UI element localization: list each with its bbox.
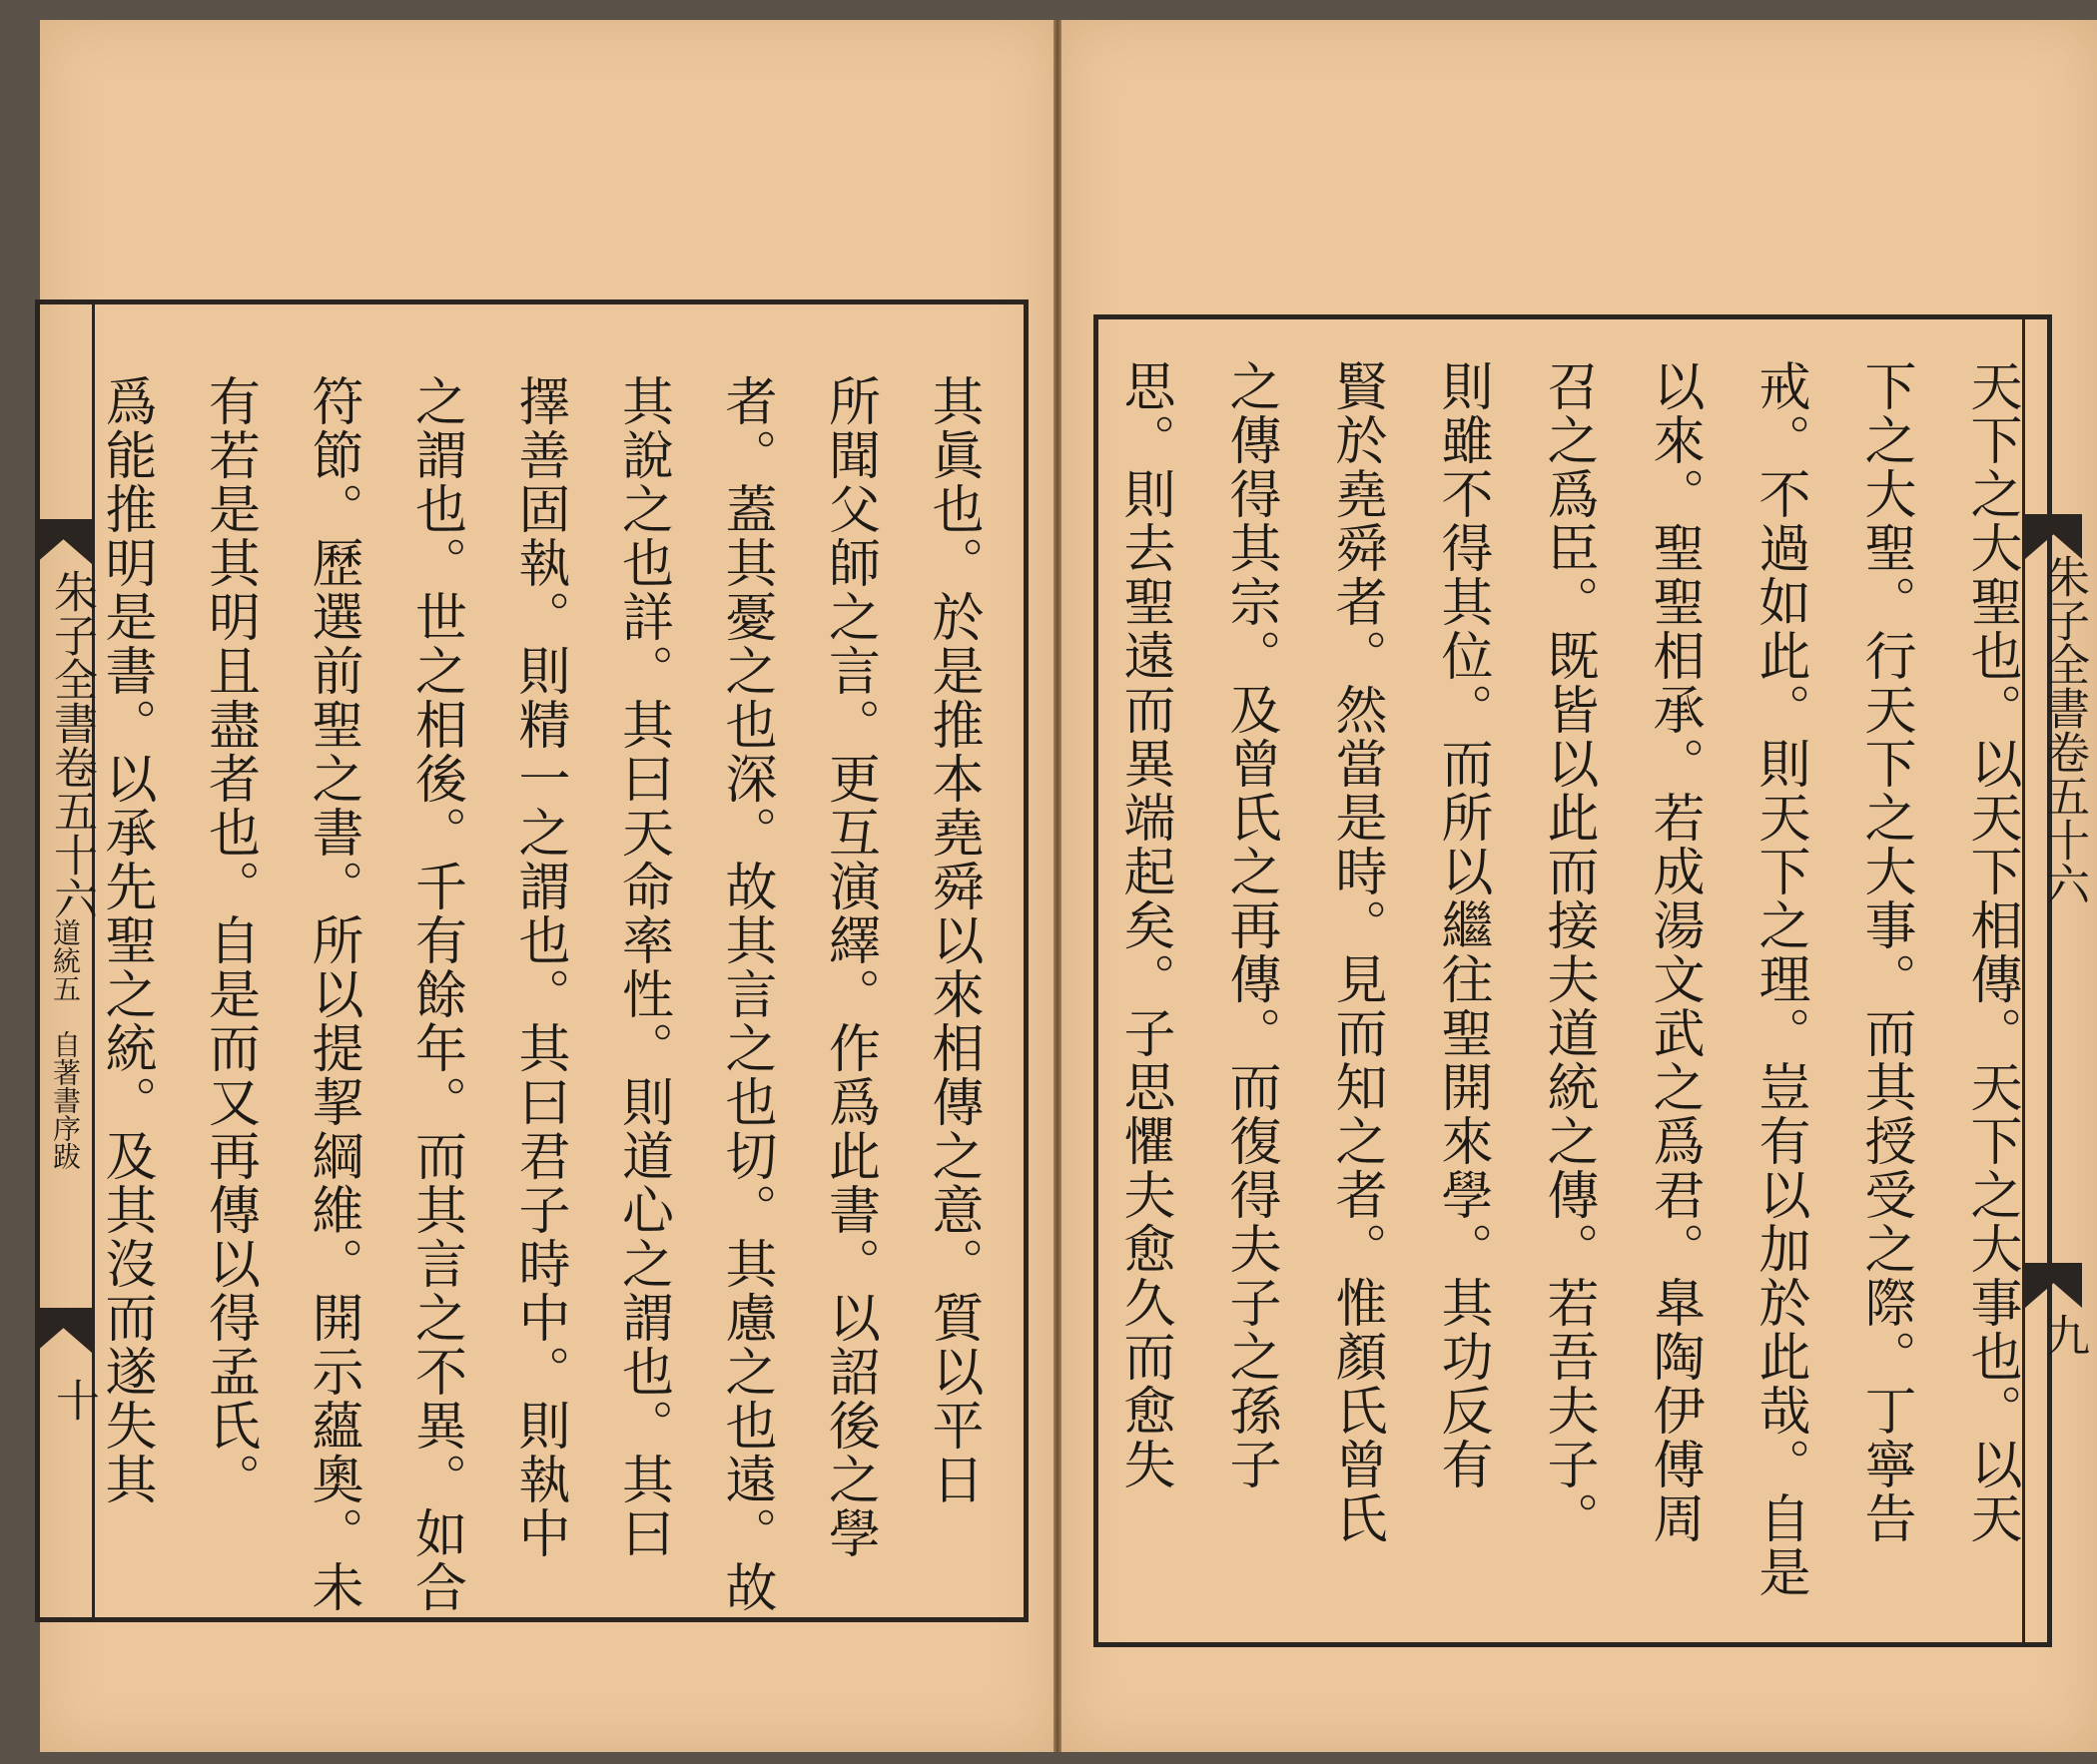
text-column: 之謂也。世之相後。千有餘年。而其言之不異。如合 xyxy=(405,374,466,1614)
left-section-label: 道統五 自著書序跋 xyxy=(49,918,82,1170)
text-column: 者。蓋其憂之也深。故其言之也切。其慮之也遠。故 xyxy=(716,374,776,1614)
text-column: 思。則去聖遠而異端起矣。子思懼夫愈久而愈失 xyxy=(1114,359,1174,1491)
right-fore-edge xyxy=(2022,314,2089,1647)
text-column: 賢於堯舜者。然當是時。見而知之者。惟顏氏曾氏 xyxy=(1326,359,1386,1545)
text-column: 戒。不過如此。則天下之理。豈有以加於此哉。自是 xyxy=(1749,359,1809,1599)
text-column: 其說之也詳。其曰天命率性。則道心之謂也。其曰 xyxy=(612,374,673,1560)
fishtail-bottom-icon xyxy=(2025,1263,2082,1308)
text-column: 之傳得其宗。及曾氏之再傳。而復得夫子之孫子 xyxy=(1220,359,1280,1491)
right-leaf-number: 九 xyxy=(2038,1313,2089,1357)
text-column: 召之爲臣。既皆以此而接夫道統之傳。若吾夫子。 xyxy=(1538,359,1598,1545)
text-column: 爲能推明是書。以承先聖之統。及其沒而遂失其 xyxy=(96,374,156,1506)
text-column: 其眞也。於是推本堯舜以來相傳之意。質以平日 xyxy=(923,374,983,1506)
left-running-title: 朱子全書卷五十六 xyxy=(46,569,97,920)
text-column: 下之大聖。行天下之大事。而其授受之際。丁寧告 xyxy=(1855,359,1915,1545)
text-column: 所聞父師之言。更互演繹。作爲此書。以詔後之學 xyxy=(819,374,880,1560)
book-gutter xyxy=(1053,20,1061,1752)
left-fore-edge xyxy=(35,299,99,1622)
fishtail-top-icon xyxy=(2025,514,2082,559)
right-text-block xyxy=(1114,359,2021,1617)
text-column: 天下之大聖也。以天下相傳。天下之大事也。以天 xyxy=(1961,359,2021,1545)
right-running-title: 朱子全書卷五十六 xyxy=(2038,554,2089,905)
fishtail-top-icon xyxy=(35,519,92,564)
text-column: 以來。聖聖相承。若成湯文武之爲君。臯陶伊傅周 xyxy=(1644,359,1704,1545)
text-column: 符節。歷選前聖之書。所以提挈綱維。開示蘊奧。未 xyxy=(303,374,362,1614)
fishtail-bottom-icon xyxy=(35,1308,92,1353)
left-text-block xyxy=(96,374,983,1614)
text-column: 有若是其明且盡者也。自是而又再傳以得孟氏。 xyxy=(199,374,260,1506)
text-column: 則雖不得其位。而所以繼往聖開來學。其功反有 xyxy=(1432,359,1492,1491)
text-column: 擇善固執。則精一之謂也。其曰君子時中。則執中 xyxy=(509,374,569,1560)
left-leaf-number: 十 xyxy=(48,1378,99,1422)
